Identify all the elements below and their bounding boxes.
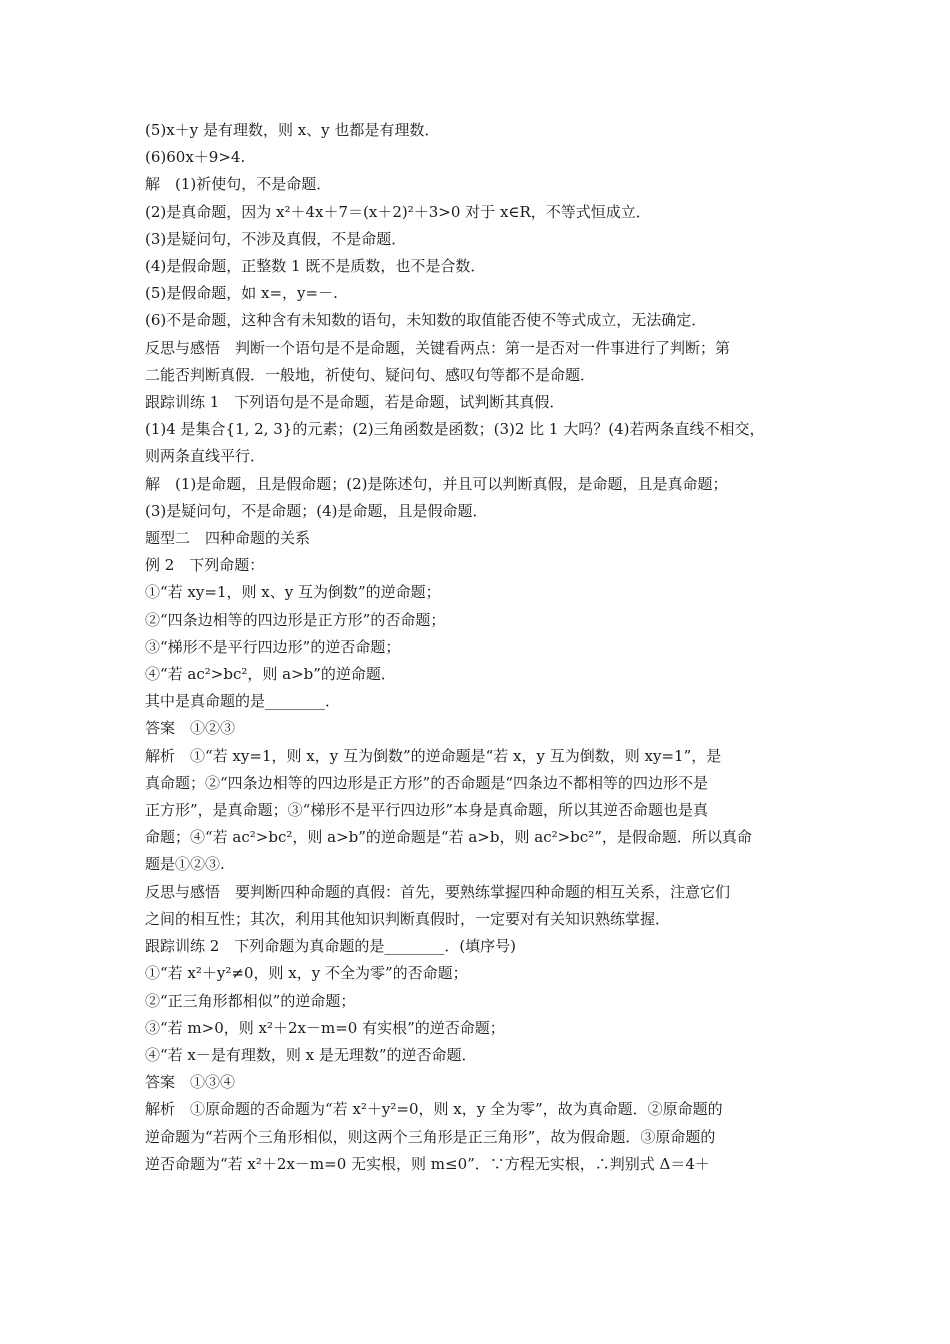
text-line: (6)60x＋9>4. [145,148,246,167]
text-line: 真命题；②“四条边相等的四边形是正方形”的否命题是“四条边不都相等的四边形不是 [145,773,709,792]
text-line: ②“四条边相等的四边形是正方形”的否命题； [145,610,446,629]
text-line: 二能否判断真假．一般地，祈使句、疑问句、感叹句等都不是命题． [145,365,596,384]
text-line: 例 2 下列命题： [145,556,265,575]
text-line: (2)是真命题，因为 x²＋4x＋7＝(x＋2)²＋3>0 对于 x∈R，不等式恒成立． [145,202,651,221]
text-line: 题是①②③. [145,855,225,874]
text-line: 跟踪训练 2 下列命题为真命题的是________．(填序号) [145,937,517,956]
text-line: (3)是疑问句，不是命题；(4)是命题，且是假命题． [145,501,488,520]
text-line: 反思与感悟 要判断四种命题的真假：首先，要熟练掌握四种命题的相互关系，注意它们 [145,882,731,901]
text-line: 则两条直线平行． [145,447,266,466]
text-line: 命题；④“若 ac²>bc²，则 a>b”的逆命题是“若 a>b，则 ac²>bc²”，是假命题．所以真命 [145,828,752,847]
text-line: 解 (1)祈使句，不是命题． [145,175,332,194]
text-line: ④“若 x－是有理数，则 x 是无理数”的逆否命题． [145,1045,477,1064]
text-line: ③“梯形不是平行四边形”的逆否命题； [145,637,401,656]
text-line: 正方形”，是真命题；③“梯形不是平行四边形”本身是真命题，所以其逆否命题也是真 [145,801,709,820]
text-line: 反思与感悟 判断一个语句是不是命题，关键看两点：第一是否对一件事进行了判断；第 [145,338,731,357]
text-line: ①“若 x²＋y²≠0，则 x，y 不全为零”的否命题； [145,964,468,983]
text-line: (6)不是命题，这种含有未知数的语句，未知数的取值能否使不等式成立，无法确定． [145,311,707,330]
text-line: (4)是假命题，正整数 1 既不是质数，也不是合数． [145,257,486,276]
text-line: ④“若 ac²>bc²，则 a>b”的逆命题． [145,665,396,684]
text-line: 解析 ①“若 xy=1，则 x，y 互为倒数”的逆命题是“若 x，y 互为倒数，则 xy=1”，是 [145,746,722,765]
text-line: 其中是真命题的是________． [145,692,341,711]
text-line: (3)是疑问句，不涉及真假，不是命题． [145,229,407,248]
text-line: 逆否命题为“若 x²＋2x－m=0 无实根，则 m≤0”．∵方程无实根，∴判别式 Δ＝4＋ [145,1154,710,1173]
text-line: 之间的相互性；其次，利用其他知识判断真假时，一定要对有关知识熟练掌握． [145,909,671,928]
text-line: ①“若 xy=1，则 x、y 互为倒数”的逆命题； [145,583,441,602]
text-line: 解 (1)是命题，且是假命题；(2)是陈述句，并且可以判断真假，是命题，且是真命题； [145,474,728,493]
text-line: (1)4 是集合{1, 2, 3}的元素；(2)三角函数是函数；(3)2 比 1 大吗？(4)若两条直线不相交， [145,420,765,439]
text-line: 答案 ①②③ [145,719,236,738]
text-line: 答案 ①③④ [145,1073,236,1092]
text-line: ③“若 m>0，则 x²＋2x－m=0 有实根”的逆否命题； [145,1018,505,1037]
text-line: (5)是假命题，如 x=，y=－. [145,284,338,303]
text-line: ②“正三角形都相似”的逆命题； [145,991,356,1010]
text-line: 解析 ①原命题的否命题为“若 x²＋y²=0，则 x，y 全为零”，故为真命题．②原命题的 [145,1100,723,1119]
text-line: 跟踪训练 1 下列语句是不是命题，若是命题，试判断其真假． [145,393,565,412]
text-line: (5)x＋y 是有理数，则 x、y 也都是有理数． [145,121,440,139]
document-page [145,117,810,1178]
text-line: 题型二 四种命题的关系 [145,529,311,548]
text-line: 逆命题为“若两个三角形相似，则这两个三角形是正三角形”，故为假命题．③原命题的 [145,1127,716,1146]
